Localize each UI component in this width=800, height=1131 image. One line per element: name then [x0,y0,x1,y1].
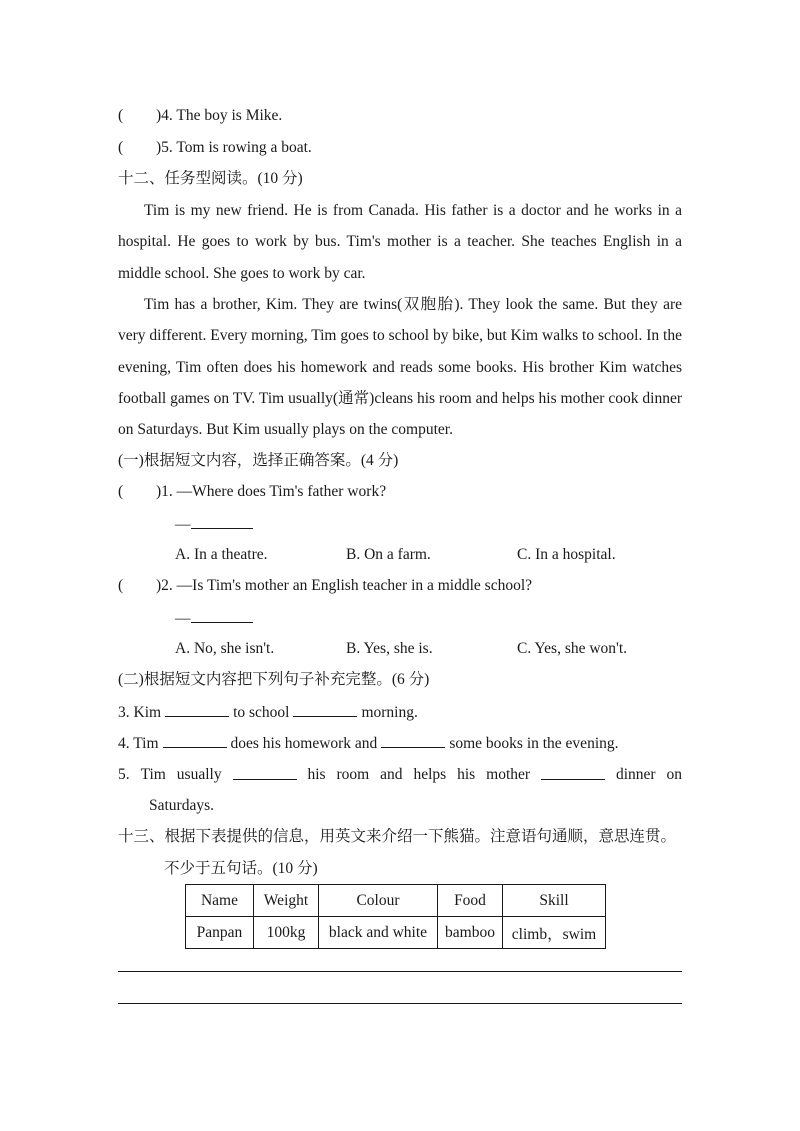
sentence-text: to school [233,704,290,721]
sentence-text: morning. [361,704,418,721]
option-b[interactable]: B. Yes, she is. [346,640,433,657]
passage-paragraph-2: Tim has a brother, Kim. They are twins(双胞胎). They look the same. But they are very different. Every morning, Tim goes to school by bike, but Kim walks to school. In the evening, Tim often does his homework and reads some books. His brother Kim watches football games on TV. Tim usually(通常)cleans his room and helps his mother cook dinner on Saturdays. But Kim usually plays on the computer. [118,296,682,439]
table-cell: black and white [319,917,438,949]
section13-heading-line2: 不少于五句话。(10 分) [164,860,318,877]
sentence-text: some books in the evening. [449,735,619,752]
answer-paren[interactable]: ( [118,107,124,124]
judge-item-5 [118,138,312,158]
sentence-word: Tim [140,766,166,783]
sentence-text: 3. Kim [118,704,162,721]
sentence-4 [118,733,619,754]
table-row [186,917,606,949]
fill-blank[interactable] [163,733,227,748]
sentence-word: usually [176,766,222,783]
fill-blank[interactable] [233,765,297,780]
table-cell: bamboo [438,917,503,949]
sentence-word: dinner [615,766,656,783]
sentence-5 [118,765,682,785]
section12-heading: 十二、任务型阅读。(10 分) [118,170,303,187]
option-c[interactable]: C. In a hospital. [517,546,616,563]
fill-blank[interactable] [293,702,357,717]
panda-info-table [185,884,606,949]
table-header-cell: Skill [503,885,606,917]
fill-blank[interactable] [541,765,605,780]
option-a[interactable]: A. In a theatre. [175,546,268,563]
sentence-word: on [666,766,682,783]
sentence-5-continued: Saturdays. [149,797,215,814]
sentence-word: 5. [118,766,130,783]
question-text: )2. —Is Tim's mother an English teacher in a middle school? [156,577,533,594]
sentence-word: helps [413,766,447,783]
table-header-cell: Colour [319,885,438,917]
option-c[interactable]: C. Yes, she won't. [517,640,628,657]
judge-item-4 [118,106,282,126]
sentence-text: 4. Tim [118,735,159,752]
part2-heading: (二)根据短文内容把下列句子补充完整。(6 分) [118,671,430,688]
table-cell: climb，swim [503,917,606,949]
section13-heading: 十三、根据下表提供的信息，用英文来介绍一下熊猫。注意语句通顺，意思连贯。 [118,828,677,845]
sentence-word: and [380,766,403,783]
fill-blank[interactable] [165,702,229,717]
table-cell: Panpan [186,917,254,949]
judge-text: )4. The boy is Mike. [156,107,283,124]
answer-line-1[interactable] [175,514,253,535]
question-1 [118,482,386,502]
answer-line-2[interactable] [175,608,253,629]
option-b[interactable]: B. On a farm. [346,546,431,563]
judge-text: )5. Tom is rowing a boat. [156,139,312,156]
question-text: )1. —Where does Tim's father work? [156,483,387,500]
table-header-row [186,885,606,917]
answer-blank[interactable] [191,514,253,529]
sentence-text: does his homework and [230,735,378,752]
writing-line[interactable] [118,1003,682,1004]
table-cell: 100kg [254,917,319,949]
option-a[interactable]: A. No, she isn't. [175,640,275,657]
fill-blank[interactable] [381,733,445,748]
writing-line[interactable] [118,971,682,972]
table-header-cell: Weight [254,885,319,917]
table-header-cell: Food [438,885,503,917]
answer-dash: — [175,610,191,627]
answer-dash: — [175,516,191,533]
sentence-word: room [336,766,370,783]
answer-blank[interactable] [191,608,253,623]
part1-heading: (一)根据短文内容，选择正确答案。(4 分) [118,452,399,469]
answer-paren[interactable]: ( [118,577,124,594]
table-header-cell: Name [186,885,254,917]
sentence-word: his [457,766,476,783]
sentence-word: mother [486,766,531,783]
sentence-3 [118,702,418,723]
question-2 [118,576,532,596]
answer-paren[interactable]: ( [118,483,124,500]
answer-paren[interactable]: ( [118,139,124,156]
passage-paragraph-1: Tim is my new friend. He is from Canada. His father is a doctor and he works in a hospital. He goes to work by bus. Tim's mother is a teacher. She teaches English in a middle school. She goes to work by car. [118,202,682,282]
sentence-word: his [307,766,326,783]
